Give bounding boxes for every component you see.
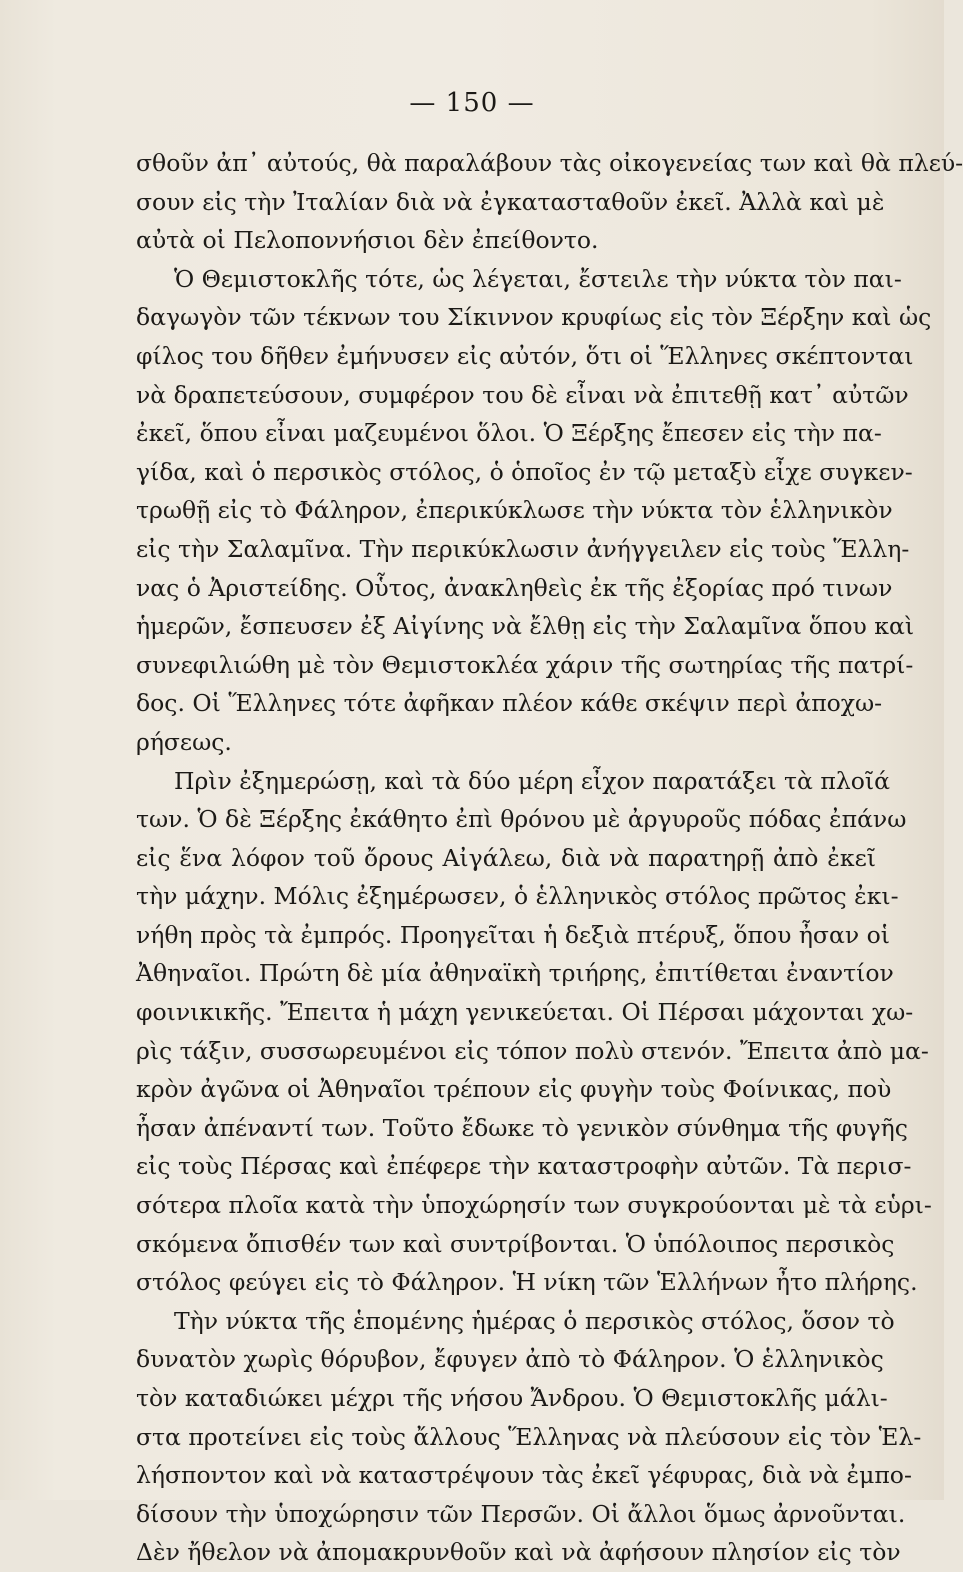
- text-line: φίλος του δῆθεν ἐμήνυσεν εἰς αὐτόν, ὅτι οἱ Ἕλληνες σκέπτονται: [136, 341, 914, 370]
- text-line: φοινικικῆς. Ἔπειτα ἡ μάχη γενικεύεται. Οἱ Πέρσαι μάχονται χω-: [136, 998, 914, 1027]
- text-line: ρὶς τάξιν, συσσωρευμένοι εἰς τόπον πολὺ στενόν. Ἔπειτα ἀπὸ μα-: [136, 1036, 929, 1065]
- text-line: Ἀθηναῖοι. Πρώτη δὲ μία ἀθηναϊκὴ τριήρης, ἐπιτίθεται ἐναντίον: [136, 959, 894, 988]
- text-line: εἰς ἕνα λόφον τοῦ ὄρους Αἰγάλεω, διὰ νὰ παρατηρῇ ἀπὸ ἐκεῖ: [136, 843, 876, 872]
- text-line: τὸν καταδιώκει μέχρι τῆς νήσου Ἄνδρου. Ὁ Θεμιστοκλῆς μάλι-: [136, 1384, 888, 1412]
- body-text: [136, 144, 963, 1572]
- text-line: εἰς τοὺς Πέρσας καὶ ἐπέφερε τὴν καταστροφὴν αὐτῶν. Τὰ περισ-: [136, 1152, 912, 1181]
- text-line: ἡμερῶν, ἔσπευσεν ἐξ Αἰγίνης νὰ ἔλθῃ εἰς τὴν Σαλαμῖνα ὅπου καὶ: [136, 612, 915, 641]
- text-line: στα προτείνει εἰς τοὺς ἄλλους Ἕλληνας νὰ πλεύσουν εἰς τὸν Ἑλ-: [136, 1422, 922, 1451]
- text-line: δος. Οἱ Ἕλληνες τότε ἀφῆκαν πλέον κάθε σκέψιν περὶ ἀποχω-: [136, 689, 883, 718]
- text-line: νήθη πρὸς τὰ ἐμπρός. Προηγεῖται ἡ δεξιὰ πτέρυξ, ὅπου ἦσαν οἱ: [136, 920, 890, 949]
- text-line: Πρὶν ἐξημερώσῃ, καὶ τὰ δύο μέρη εἶχον παρατάξει τὰ πλοῖά: [174, 766, 890, 795]
- text-line: γίδα, καὶ ὁ περσικὸς στόλος, ὁ ὁποῖος ἐν τῷ μεταξὺ εἶχε συγκεν-: [136, 457, 913, 486]
- text-line: ρήσεως.: [136, 727, 232, 756]
- text-line: Ὁ Θεμιστοκλῆς τότε, ὡς λέγεται, ἔστειλε τὴν νύκτα τὸν παι-: [174, 264, 902, 293]
- text-line: δίσουν τὴν ὑποχώρησιν τῶν Περσῶν. Οἱ ἄλλοι ὅμως ἀρνοῦνται.: [136, 1499, 906, 1528]
- text-line: Δὲν ἤθελον νὰ ἀπομακρυνθοῦν καὶ νὰ ἀφήσουν πλησίον εἰς τὸν: [136, 1538, 901, 1567]
- text-line: τρωθῇ εἰς τὸ Φάληρον, ἐπερικύκλωσε τὴν νύκτα τὸν ἑλληνικὸν: [136, 496, 893, 525]
- text-line: αὐτὰ οἱ Πελοποννήσιοι δὲν ἐπείθοντο.: [136, 226, 599, 255]
- text-line: ἐκεῖ, ὅπου εἶναι μαζευμένοι ὅλοι. Ὁ Ξέρξης ἔπεσεν εἰς τὴν πα-: [136, 419, 882, 448]
- text-line: των. Ὁ δὲ Ξέρξης ἐκάθητο ἐπὶ θρόνου μὲ ἀργυροῦς πόδας ἐπάνω: [136, 805, 907, 834]
- text-line: συνεφιλιώθη μὲ τὸν Θεμιστοκλέα χάριν τῆς σωτηρίας τῆς πατρί-: [136, 650, 914, 679]
- text-line: εἰς τὴν Σαλαμῖνα. Τὴν περικύκλωσιν ἀνήγγειλεν εἰς τοὺς Ἕλλη-: [136, 534, 910, 563]
- text-line: λήσποντον καὶ νὰ καταστρέψουν τὰς ἐκεῖ γέφυρας, διὰ νὰ ἐμπο-: [136, 1461, 912, 1490]
- text-line: σθοῦν ἀπ᾽ αὐτούς, θὰ παραλάβουν τὰς οἰκογενείας των καὶ θὰ πλεύ-: [136, 149, 963, 177]
- text-line: σότερα πλοῖα κατὰ τὴν ὑποχώρησίν των συγκρούονται μὲ τὰ εὑρι-: [136, 1191, 932, 1220]
- text-line: δαγωγὸν τῶν τέκνων του Σίκιννον κρυφίως εἰς τὸν Ξέρξην καὶ ὡς: [136, 303, 932, 332]
- text-line: νὰ δραπετεύσουν, συμφέρον του δὲ εἶναι νὰ ἐπιτεθῇ κατ᾽ αὐτῶν: [136, 380, 909, 409]
- page-number: — 150 —: [409, 88, 535, 118]
- text-line: σκόμενα ὄπισθέν των καὶ συντρίβονται. Ὁ ὑπόλοιπος περσικὸς: [136, 1229, 895, 1258]
- text-line: στόλος φεύγει εἰς τὸ Φάληρον. Ἡ νίκη τῶν Ἑλλήνων ἦτο πλήρης.: [136, 1268, 918, 1297]
- text-line: δυνατὸν χωρὶς θόρυβον, ἔφυγεν ἀπὸ τὸ Φάληρον. Ὁ ἑλληνικὸς: [136, 1345, 884, 1374]
- text-line: νας ὁ Ἀριστείδης. Οὗτος, ἀνακληθεὶς ἐκ τῆς ἐξορίας πρό τινων: [136, 573, 893, 602]
- text-line: κρὸν ἀγῶνα οἱ Ἀθηναῖοι τρέπουν εἰς φυγὴν τοὺς Φοίνικας, ποὺ: [136, 1075, 892, 1104]
- text-line: Τὴν νύκτα τῆς ἑπομένης ἡμέρας ὁ περσικὸς στόλος, ὅσον τὸ: [174, 1306, 895, 1335]
- text-line: τὴν μάχην. Μόλις ἐξημέρωσεν, ὁ ἑλληνικὸς στόλος πρῶτος ἐκι-: [136, 882, 899, 911]
- text-line: σουν εἰς τὴν Ἰταλίαν διὰ νὰ ἐγκατασταθοῦν ἐκεῖ. Ἀλλὰ καὶ μὲ: [136, 187, 885, 216]
- text-line: ἦσαν ἀπέναντί των. Τοῦτο ἔδωκε τὸ γενικὸν σύνθημα τῆς φυγῆς: [136, 1113, 908, 1142]
